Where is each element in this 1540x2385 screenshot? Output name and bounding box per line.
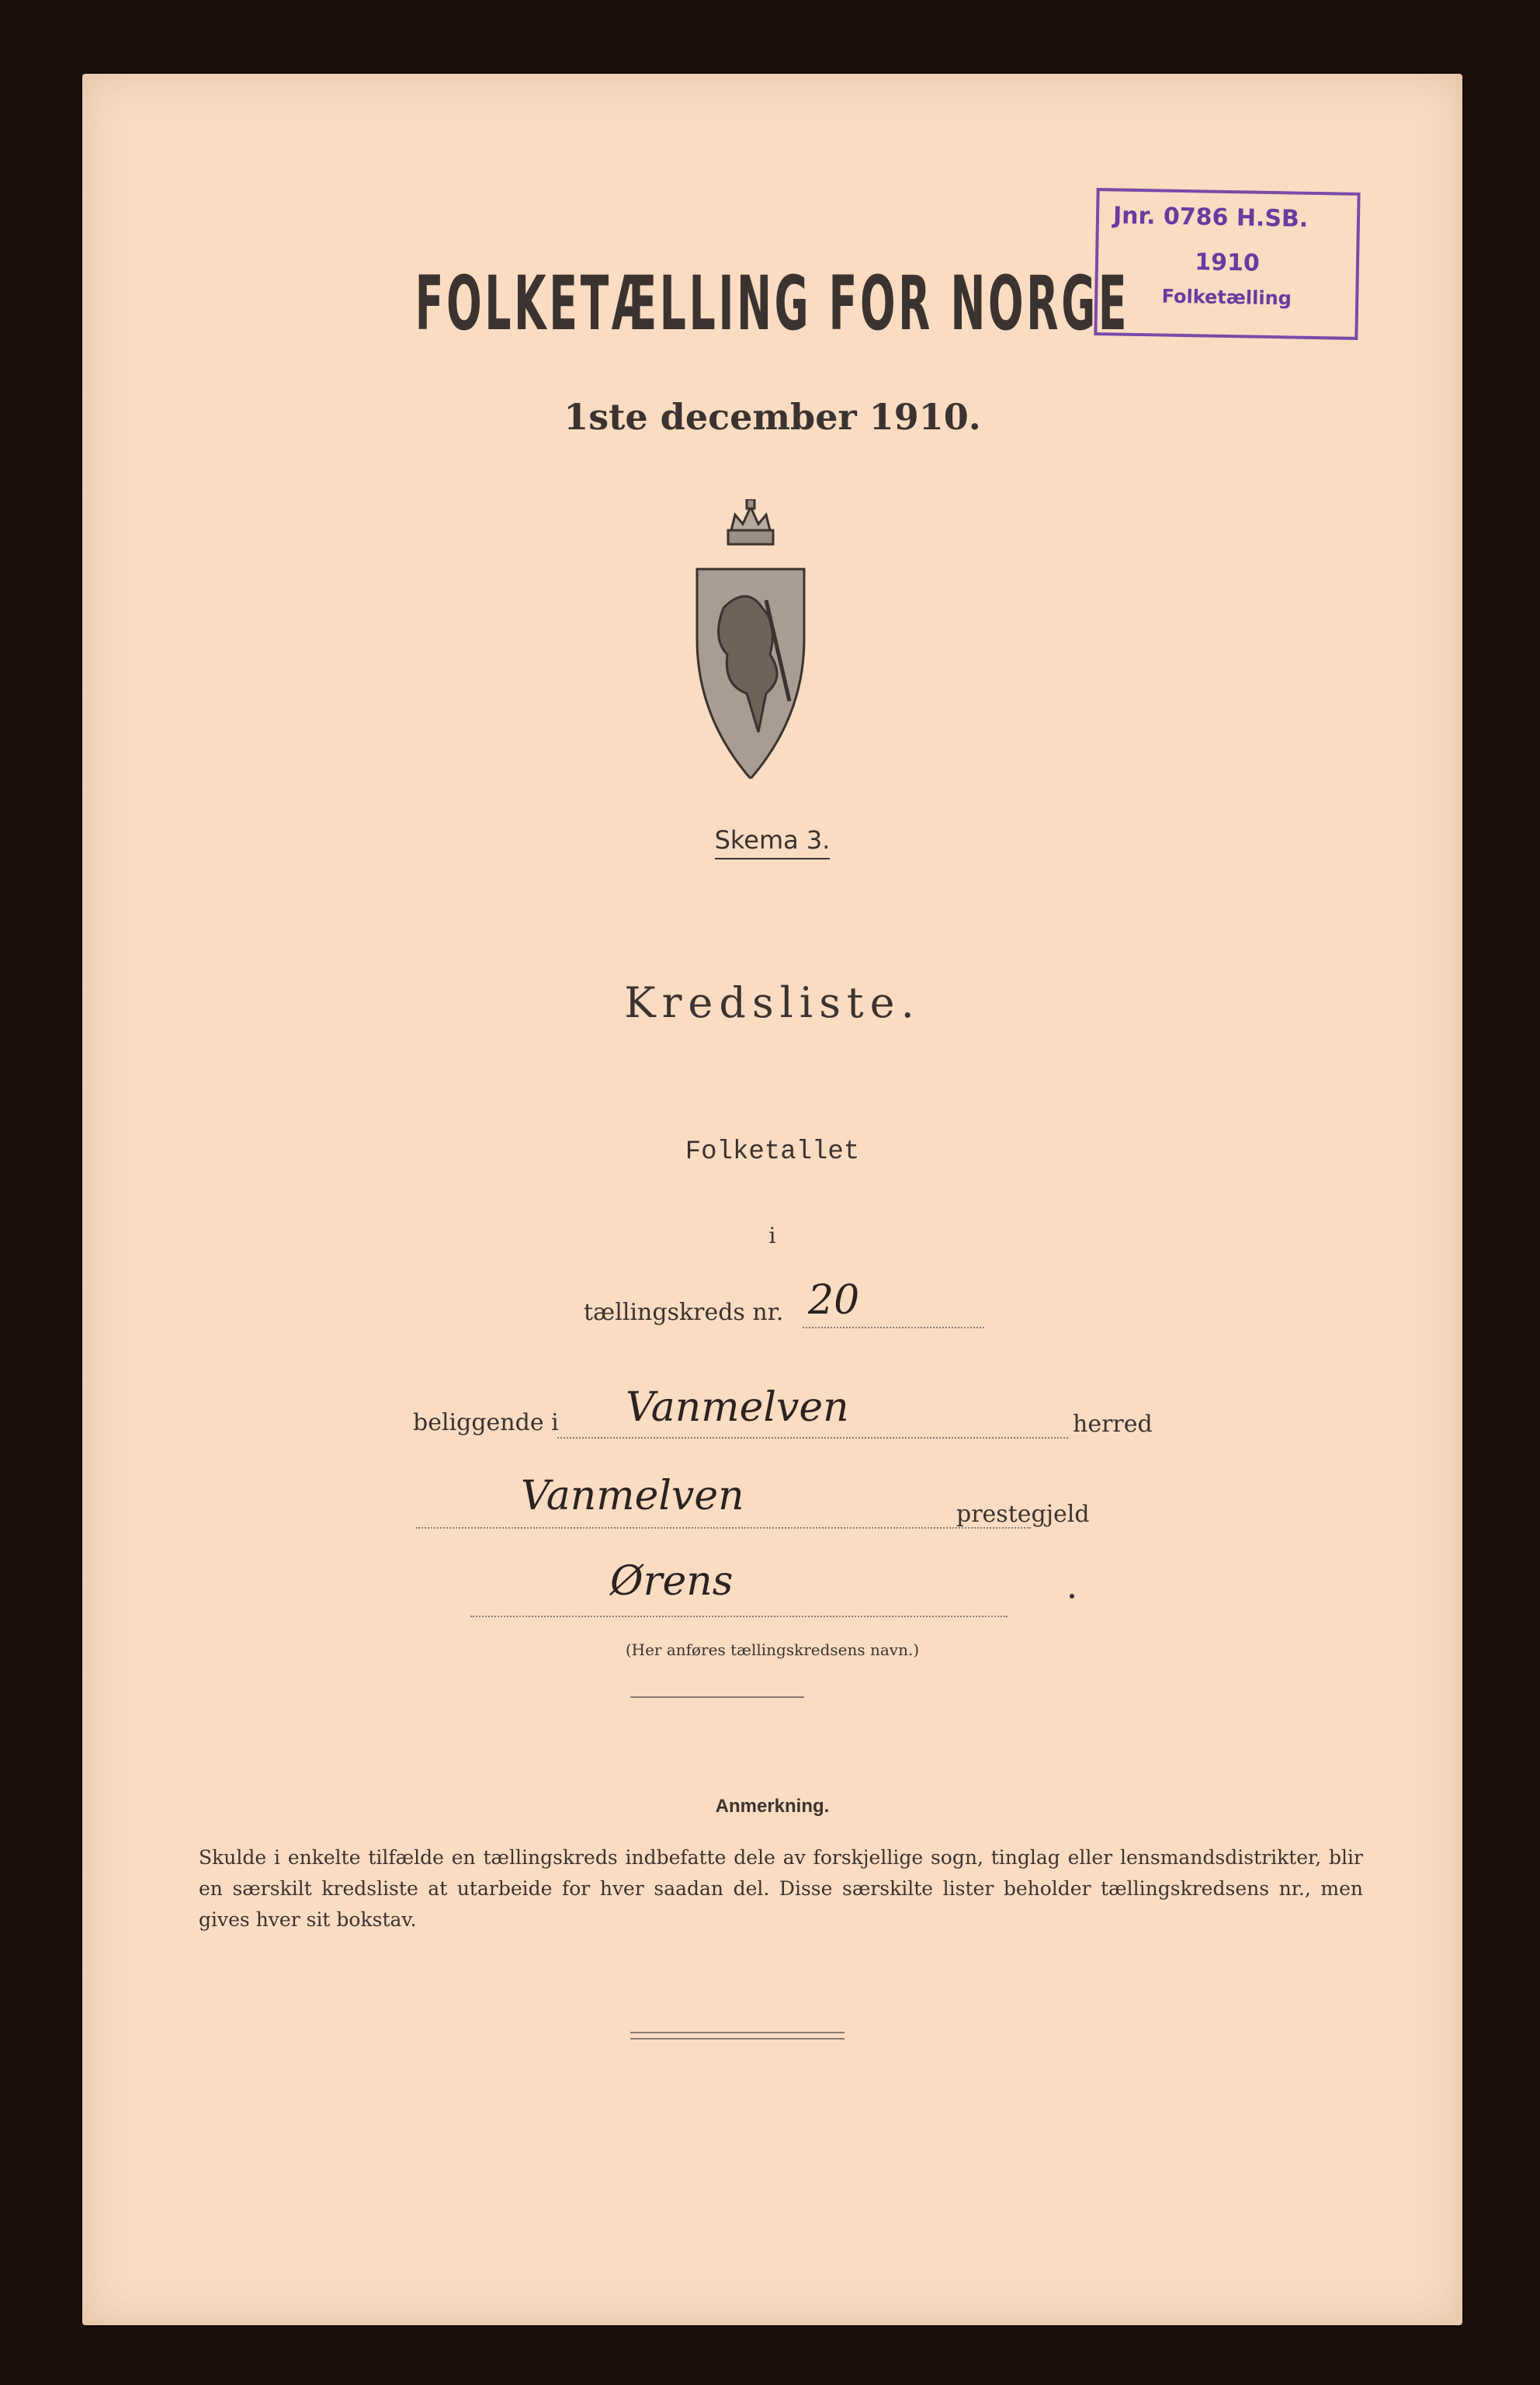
prestegjeld-field-line (416, 1527, 1031, 1529)
document-title: FOLKETÆLLING FOR NORGE (414, 260, 1130, 347)
divider-bottom-1 (630, 2032, 845, 2033)
kredsnavn-hint: (Her anføres tællingskredsens navn.) (625, 1640, 920, 1659)
kreds-label: tællingskreds nr. (584, 1299, 784, 1326)
folketallet-label: Folketallet (685, 1137, 860, 1167)
note-heading: Anmerkning. (715, 1796, 830, 1817)
prestegjeld-value: Vanmelven (521, 1473, 744, 1519)
document-date: 1ste december 1910. (564, 396, 981, 438)
stamp-label: Folketælling (1161, 285, 1292, 310)
beliggende-label: beliggende i (413, 1409, 559, 1436)
divider-bottom-2 (630, 2038, 845, 2040)
list-title: Kredsliste. (624, 978, 921, 1027)
stamp-year: 1910 (1194, 248, 1261, 277)
divider-top (630, 1696, 804, 1698)
kreds-value: 20 (808, 1277, 860, 1324)
census-form-page (82, 74, 1462, 2325)
schema-label: Skema 3. (715, 825, 831, 859)
herred-label: herred (1073, 1411, 1153, 1438)
stray-dot (1070, 1594, 1074, 1599)
schema-number (82, 825, 1462, 855)
herred-field-line (557, 1437, 1068, 1439)
i-label: i (768, 1223, 776, 1248)
kredsnavn-field-line (470, 1616, 1008, 1617)
stamp-number: Jnr. 0786 H.SB. (1112, 202, 1309, 233)
prestegjeld-label: prestegjeld (956, 1501, 1090, 1528)
kredsnavn-value: Ørens (610, 1558, 734, 1605)
kreds-field-line (803, 1327, 984, 1328)
norwegian-coat-of-arms-icon (692, 499, 809, 779)
herred-value: Vanmelven (626, 1384, 849, 1431)
note-text: Skulde i enkelte tilfælde en tællingskreds indbefatte dele av forskjellige sogn, tinglag eller lensmandsdistrikter, blir en særskilt kredsliste at utarbeide for hver saadan del. Disse særskilte lister beholder tællingskredsens nr., men gives hver sit bokstav. (199, 1846, 1363, 1931)
